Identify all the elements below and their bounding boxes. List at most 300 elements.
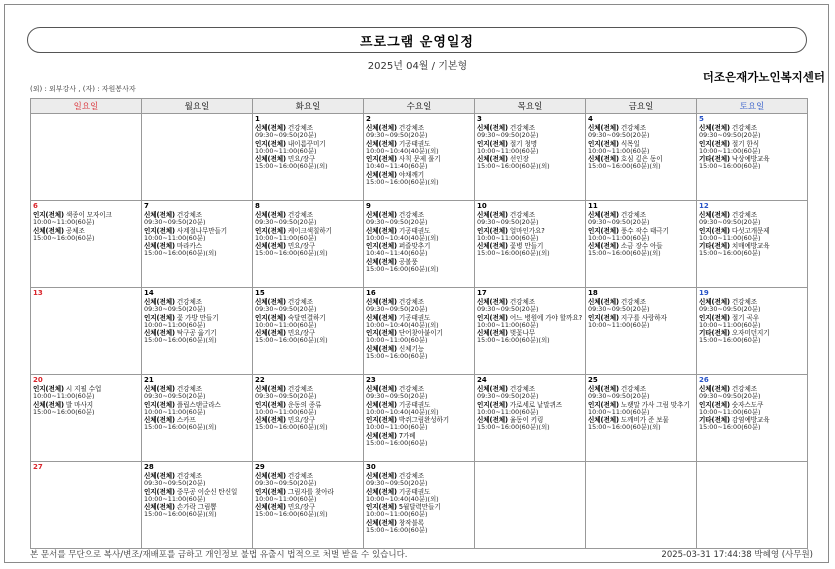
program-category: 인지(전체) — [144, 313, 175, 322]
program-name: 건강체조 — [176, 385, 202, 393]
program-time: 09:30~09:50(20분) — [699, 218, 761, 227]
program-time: 15:00~16:00(60분) — [366, 439, 428, 448]
day-cell — [364, 114, 475, 201]
day-cell — [31, 201, 142, 288]
program-time: 15:00~16:00(60분) — [366, 352, 428, 361]
center-name: 더조은재가노인복지센터 — [702, 70, 825, 84]
program-category: 신체(전체) — [588, 416, 619, 425]
day-number: 8 — [255, 202, 260, 210]
program-category: 인지(전체) — [699, 400, 730, 409]
program-name: 건강체조 — [509, 298, 535, 306]
program-category: 기타(전체) — [699, 416, 730, 425]
program-category: 신체(전체) — [699, 298, 730, 306]
program-name: 야채깨기 — [398, 171, 424, 180]
program-name: 건강체조 — [287, 124, 313, 132]
week-row — [31, 288, 808, 375]
day-number: 17 — [477, 289, 487, 297]
program-category: 신체(전체) — [366, 432, 397, 441]
page-subtitle: 2025년 04월 / 기본형 — [367, 61, 468, 72]
program-time: 10:00~10:40(40분)(외) — [366, 407, 439, 416]
program-name: 민요/장구 — [287, 242, 316, 251]
week-row — [31, 462, 808, 549]
program-time: 09:30~09:50(20분) — [699, 392, 761, 401]
program-name: 오자미던지기 — [731, 329, 770, 338]
program-category: 인지(전체) — [366, 503, 397, 512]
day-cell — [697, 462, 808, 549]
program-category: 신체(전체) — [366, 313, 397, 322]
program-name: 호심 깊은 동이 — [620, 155, 663, 164]
program-time: 15:00~16:00(60분)(외) — [144, 510, 217, 519]
program-name: 중무공 이순신 탄신일 — [176, 487, 238, 496]
program-name: 건강체조 — [287, 298, 313, 306]
day-number: 9 — [366, 202, 371, 210]
program-time: 10:00~11:00(60분) — [699, 146, 761, 155]
program-category: 신체(전체) — [366, 226, 397, 235]
program-category: 신체(전체) — [144, 472, 175, 480]
program-category: 인지(전체) — [699, 226, 730, 235]
program-time: 09:30~09:50(20분) — [255, 131, 317, 140]
day-cell — [31, 462, 142, 549]
day-number: 15 — [255, 289, 265, 297]
weekday-fri: 금요일 — [586, 99, 697, 114]
program-time: 09:30~09:50(20분) — [699, 131, 761, 140]
program-time: 09:30~09:50(20분) — [477, 305, 539, 314]
program-time: 10:00~11:00(60분) — [144, 494, 206, 503]
day-cell — [697, 114, 808, 201]
program-name: 기공태권도 — [398, 226, 431, 235]
program-name: 벚꽃나무 — [509, 329, 535, 338]
day-cell — [253, 288, 364, 375]
program-time: 15:00~16:00(60분)(외) — [477, 336, 550, 345]
day-cell — [586, 201, 697, 288]
program-category: 인지(전체) — [588, 400, 619, 409]
program-time: 10:00~11:00(60분) — [366, 336, 428, 345]
program-time: 15:00~16:00(60분)(외) — [366, 265, 439, 274]
program-category: 신체(전체) — [366, 385, 397, 393]
week-row — [31, 201, 808, 288]
program-category: 신체(전체) — [255, 503, 286, 512]
program-category: 인지(전체) — [144, 487, 175, 496]
program-category: 신체(전체) — [255, 124, 286, 132]
day-cell — [364, 201, 475, 288]
program-category: 인지(전체) — [699, 139, 730, 148]
day-cell — [31, 288, 142, 375]
day-number: 27 — [33, 463, 43, 471]
program-name: 숫자스도쿠 — [731, 400, 764, 409]
program-category: 신체(전체) — [144, 416, 175, 425]
program-time: 15:00~16:00(60분)(외) — [588, 249, 661, 258]
program-name: 내이름꾸미기 — [287, 139, 326, 148]
program-category: 신체(전체) — [477, 416, 508, 425]
program-time: 10:00~11:00(60분) — [477, 320, 539, 329]
program-name: 가로세로 낱말퀴즈 — [509, 400, 563, 409]
program-time: 09:30~09:50(20분) — [366, 479, 428, 488]
day-number: 29 — [255, 463, 265, 471]
program-name: 민요/장구 — [287, 155, 316, 164]
program-name: 소금 장수 아들 — [620, 242, 663, 251]
program-category: 신체(전체) — [366, 298, 397, 306]
program-category: 신체(전체) — [366, 472, 397, 480]
day-number: 21 — [144, 376, 154, 384]
program-time: 10:00~11:00(60분) — [699, 233, 761, 242]
program-name: 건강체조 — [731, 298, 757, 306]
program-name: 건강체조 — [398, 298, 424, 306]
day-cell — [475, 114, 586, 201]
program-category: 신체(전체) — [477, 298, 508, 306]
program-time: 15:00~16:00(60분) — [33, 407, 95, 416]
program-time: 15:00~16:00(60분) — [699, 249, 761, 258]
program-time: 10:00~10:40(40분)(외) — [366, 320, 439, 329]
program-name: 사칙 문제 풀기 — [398, 155, 441, 164]
day-cell — [475, 201, 586, 288]
program-name: 기공태권도 — [398, 139, 431, 148]
program-name: 건강체조 — [620, 298, 646, 306]
program-category: 인지(전체) — [33, 211, 64, 219]
program-time: 09:30~09:50(20분) — [366, 392, 428, 401]
program-name: 케이크색칠하기 — [287, 226, 332, 235]
program-category: 신체(전체) — [255, 211, 286, 219]
program-name: 건강체조 — [509, 124, 535, 132]
program-name: 민요/장구 — [287, 503, 316, 512]
day-cell — [364, 288, 475, 375]
day-cell — [697, 288, 808, 375]
program-category: 인지(전체) — [366, 155, 397, 164]
program-category: 기타(전체) — [699, 155, 730, 164]
program-name: 손가락 그림뽑 — [176, 503, 217, 512]
day-number: 24 — [477, 376, 487, 384]
program-name: 선인장 — [509, 155, 529, 164]
program-category: 신체(전체) — [255, 416, 286, 425]
program-category: 인지(전체) — [477, 400, 508, 409]
day-cell — [253, 375, 364, 462]
footer-printed-info: 2025-03-31 17:44:38 박혜영 (사무원) — [661, 550, 813, 560]
day-number: 6 — [33, 202, 38, 210]
program-name: 건강체조 — [176, 472, 202, 480]
program-category: 인지(전체) — [588, 313, 619, 322]
program-name: 건강체조 — [731, 124, 757, 132]
day-number: 2 — [366, 115, 371, 123]
program-time: 10:00~11:00(60분) — [255, 233, 317, 242]
program-time: 15:00~16:00(60분)(외) — [366, 178, 439, 187]
program-name: 퍼즐맞추기 — [398, 242, 431, 251]
program-category: 신체(전체) — [588, 385, 619, 393]
program-category: 신체(전체) — [366, 211, 397, 219]
program-name: 절기 한식 — [731, 139, 759, 148]
program-category: 신체(전체) — [588, 124, 619, 132]
day-number: 26 — [699, 376, 709, 384]
program-name: 꽃 가방 만들기 — [176, 313, 219, 322]
program-time: 15:00~16:00(60분) — [366, 526, 428, 535]
program-category: 기타(전체) — [699, 329, 730, 338]
program-name: 창작블록 — [398, 519, 424, 528]
program-category: 신체(전체) — [144, 329, 175, 338]
program-name: 건강체조 — [509, 211, 535, 219]
day-number: 19 — [699, 289, 709, 297]
program-time: 09:30~09:50(20분) — [144, 218, 206, 227]
program-name: 건강체조 — [176, 211, 202, 219]
program-category: 신체(전체) — [144, 242, 175, 251]
day-cell — [364, 462, 475, 549]
program-category: 신체(전체) — [477, 211, 508, 219]
day-cell — [142, 462, 253, 549]
day-number: 1 — [255, 115, 260, 123]
day-cell — [586, 375, 697, 462]
weekday-mon: 월요일 — [142, 99, 253, 114]
day-cell — [142, 375, 253, 462]
day-cell — [697, 201, 808, 288]
program-name: 건강체조 — [398, 211, 424, 219]
day-number: 20 — [33, 376, 43, 384]
program-time: 15:00~16:00(60분)(외) — [255, 336, 328, 345]
program-category: 인지(전체) — [255, 139, 286, 148]
program-time: 10:00~11:00(60분) — [477, 233, 539, 242]
program-name: 건강체조 — [620, 211, 646, 219]
program-name: 발 마사지 — [65, 400, 93, 409]
program-category: 인지(전체) — [144, 226, 175, 235]
day-cell — [475, 375, 586, 462]
program-category: 인지(전체) — [477, 139, 508, 148]
week-row — [31, 114, 808, 201]
program-name: 공체조 — [65, 226, 85, 235]
program-name: 민요/장구 — [287, 329, 316, 338]
day-cell — [586, 114, 697, 201]
program-category: 신체(전체) — [477, 124, 508, 132]
program-name: 5월달력만들기 — [398, 503, 441, 512]
program-time: 15:00~16:00(60분) — [33, 233, 95, 242]
program-time: 09:30~09:50(20분) — [477, 218, 539, 227]
program-time: 09:30~09:50(20분) — [588, 305, 650, 314]
program-time: 09:30~09:50(20분) — [588, 392, 650, 401]
program-name: 색종이 모자이크 — [65, 211, 112, 219]
program-category: 신체(전체) — [588, 298, 619, 306]
program-category: 인지(전체) — [255, 313, 286, 322]
program-time: 10:00~11:00(60분) — [588, 407, 650, 416]
program-name: 도깨비가 준 보물 — [620, 416, 669, 425]
program-name: 얼마인가요? — [509, 226, 545, 235]
program-name: 사계절나무만들기 — [176, 226, 228, 235]
program-category: 신체(전체) — [33, 226, 64, 235]
program-category: 신체(전체) — [255, 472, 286, 480]
day-number: 5 — [699, 115, 704, 123]
program-time: 15:00~16:00(60분)(외) — [144, 423, 217, 432]
day-cell — [586, 462, 697, 549]
program-category: 인지(전체) — [588, 139, 619, 148]
program-category: 신체(전체) — [366, 171, 397, 180]
program-category: 인지(전체) — [477, 226, 508, 235]
weekday-header-row — [31, 99, 808, 114]
program-name: 건강체조 — [287, 385, 313, 393]
program-name: 신체기능 — [398, 345, 424, 354]
program-category: 기타(전체) — [699, 242, 730, 251]
weekday-tue: 화요일 — [253, 99, 364, 114]
day-number: 7 — [144, 202, 149, 210]
day-cell — [475, 288, 586, 375]
program-time: 10:00~11:00(60분) — [699, 320, 761, 329]
program-name: 건강체조 — [287, 472, 313, 480]
program-name: 건강체조 — [176, 298, 202, 306]
program-name: 건강체조 — [398, 472, 424, 480]
program-category: 신체(전체) — [588, 155, 619, 164]
program-category: 신체(전체) — [699, 211, 730, 219]
program-time: 10:00~11:00(60분) — [366, 510, 428, 519]
program-category: 신체(전체) — [477, 155, 508, 164]
program-name: 지구를 사랑하자 — [620, 313, 667, 322]
day-cell — [586, 288, 697, 375]
program-category: 인지(전체) — [699, 313, 730, 322]
program-name: 다섯고개문제 — [731, 226, 770, 235]
program-name: 감염예방교육 — [731, 416, 770, 425]
program-name: 식목일 — [620, 139, 640, 148]
legend-note: (외) : 외부강사 , (자) : 자원봉사자 — [30, 85, 136, 93]
program-time: 15:00~16:00(60분)(외) — [588, 423, 661, 432]
program-time: 09:30~09:50(20분) — [255, 479, 317, 488]
page-title: 프로그램 운영일정 — [27, 27, 807, 53]
program-name: 율동이 키링 — [509, 416, 544, 425]
day-number: 30 — [366, 463, 376, 471]
program-time: 09:30~09:50(20분) — [366, 305, 428, 314]
program-name: 민요/장구 — [287, 416, 316, 425]
program-time: 15:00~16:00(60분)(외) — [477, 423, 550, 432]
day-number: 10 — [477, 202, 487, 210]
program-name: 운동의 종류 — [287, 400, 322, 409]
day-number: 14 — [144, 289, 154, 297]
program-time: 10:00~11:00(60분) — [33, 392, 95, 401]
day-number: 22 — [255, 376, 265, 384]
program-category: 신체(전체) — [699, 385, 730, 393]
program-time: 15:00~16:00(60분)(외) — [144, 249, 217, 258]
day-number: 11 — [588, 202, 598, 210]
program-time: 09:30~09:50(20분) — [477, 131, 539, 140]
program-time: 09:30~09:50(20분) — [366, 131, 428, 140]
week-row — [31, 375, 808, 462]
program-name: 기공태권도 — [398, 487, 431, 496]
program-time: 10:00~11:00(60분) — [366, 423, 428, 432]
program-category: 신체(전체) — [255, 329, 286, 338]
program-time: 15:00~16:00(60분)(외) — [477, 162, 550, 171]
program-name: 낙상예방교육 — [731, 155, 770, 164]
program-category: 신체(전체) — [144, 503, 175, 512]
program-name: 숙달연결하기 — [287, 313, 326, 322]
program-name: 건강체조 — [398, 124, 424, 132]
program-name: 건강체조 — [731, 385, 757, 393]
program-time: 10:00~10:40(40분)(외) — [366, 494, 439, 503]
program-time: 15:00~16:00(60분) — [699, 423, 761, 432]
calendar-table — [30, 98, 808, 549]
day-number: 16 — [366, 289, 376, 297]
program-name: 박쥐그림완성하기 — [398, 416, 450, 425]
program-time: 15:00~16:00(60분)(외) — [144, 336, 217, 345]
day-cell — [364, 375, 475, 462]
program-time: 10:00~11:00(60분) — [255, 494, 317, 503]
program-time: 10:00~11:00(60분) — [477, 407, 539, 416]
program-time: 10:00~11:00(60분) — [699, 407, 761, 416]
day-number: 12 — [699, 202, 709, 210]
program-category: 신체(전체) — [366, 345, 397, 354]
program-category: 인지(전체) — [366, 242, 397, 251]
program-category: 신체(전체) — [144, 211, 175, 219]
program-name: 시 지필 수업 — [65, 385, 102, 393]
program-time: 15:00~16:00(60분) — [699, 336, 761, 345]
program-name: 기공태권도 — [398, 313, 431, 322]
program-time: 15:00~16:00(60분)(외) — [255, 510, 328, 519]
program-category: 인지(전체) — [255, 487, 286, 496]
program-category: 신체(전체) — [699, 124, 730, 132]
program-time: 10:00~11:00(60분) — [144, 320, 206, 329]
program-category: 신체(전체) — [144, 385, 175, 393]
program-time: 15:00~16:00(60분)(외) — [477, 249, 550, 258]
program-time: 09:30~09:50(20분) — [255, 218, 317, 227]
day-number: 4 — [588, 115, 593, 123]
program-category: 신체(전체) — [255, 155, 286, 164]
day-number: 28 — [144, 463, 154, 471]
day-cell — [142, 201, 253, 288]
day-cell — [31, 114, 142, 201]
program-category: 신체(전체) — [477, 242, 508, 251]
program-name: 풍수 작수 태극기 — [620, 226, 669, 235]
program-category: 신체(전체) — [588, 211, 619, 219]
program-time: 10:00~11:00(60분) — [255, 146, 317, 155]
program-time: 10:40~11:40(60분) — [366, 162, 428, 171]
program-category: 신체(전체) — [255, 298, 286, 306]
program-name: 건강체조 — [509, 385, 535, 393]
day-cell — [253, 462, 364, 549]
program-name: 7가베 — [398, 432, 416, 441]
program-name: 탁구공 옮기기 — [176, 329, 217, 338]
program-category: 신체(전체) — [144, 298, 175, 306]
day-cell — [142, 288, 253, 375]
program-name: 단어찾아붙이기 — [398, 329, 443, 338]
program-name: 건강체조 — [620, 385, 646, 393]
day-number: 23 — [366, 376, 376, 384]
program-time: 09:30~09:50(20분) — [144, 479, 206, 488]
program-category: 신체(전체) — [255, 385, 286, 393]
day-number: 13 — [33, 289, 43, 297]
weekday-wed: 수요일 — [364, 99, 475, 114]
program-time: 10:00~10:40(40분)(외) — [366, 233, 439, 242]
program-name: 건강체조 — [620, 124, 646, 132]
program-category: 신체(전체) — [366, 258, 397, 267]
program-category: 인지(전체) — [366, 416, 397, 425]
weekday-sat: 토요일 — [697, 99, 808, 114]
program-category: 신체(전체) — [366, 519, 397, 528]
program-time: 10:00~11:00(60분) — [33, 218, 95, 227]
program-name: 노랫말 가사 그림 맞추기 — [620, 400, 690, 409]
program-time: 10:00~11:00(60분) — [255, 320, 317, 329]
program-time: 09:30~09:50(20분) — [144, 305, 206, 314]
footer-notice: 본 문서를 무단으로 복사/변조/재배포를 금하고 개인정보 불법 유출시 법적으로 처벌 받을 수 있습니다. — [30, 550, 408, 560]
program-name: 공볼풍 — [398, 258, 418, 267]
program-category: 신체(전체) — [366, 400, 397, 409]
program-time: 09:30~09:50(20분) — [255, 392, 317, 401]
program-time: 15:00~16:00(60분)(외) — [255, 162, 328, 171]
program-category: 인지(전체) — [366, 329, 397, 338]
program-time: 10:00~11:00(60분) — [588, 146, 650, 155]
program-name: 치매예방교육 — [731, 242, 770, 251]
day-cell — [31, 375, 142, 462]
weekday-thu: 목요일 — [475, 99, 586, 114]
day-cell — [697, 375, 808, 462]
program-time: 09:30~09:50(20분) — [144, 392, 206, 401]
program-category: 신체(전체) — [477, 385, 508, 393]
program-name: 건강체조 — [287, 211, 313, 219]
day-number: 18 — [588, 289, 598, 297]
program-name: 절기 곡우 — [731, 313, 759, 322]
program-name: 꽃병 만들기 — [509, 242, 544, 251]
program-category: 신체(전체) — [255, 242, 286, 251]
program-time: 09:30~09:50(20분) — [366, 218, 428, 227]
program-category: 신체(전체) — [588, 242, 619, 251]
program-time: 09:30~09:50(20분) — [255, 305, 317, 314]
